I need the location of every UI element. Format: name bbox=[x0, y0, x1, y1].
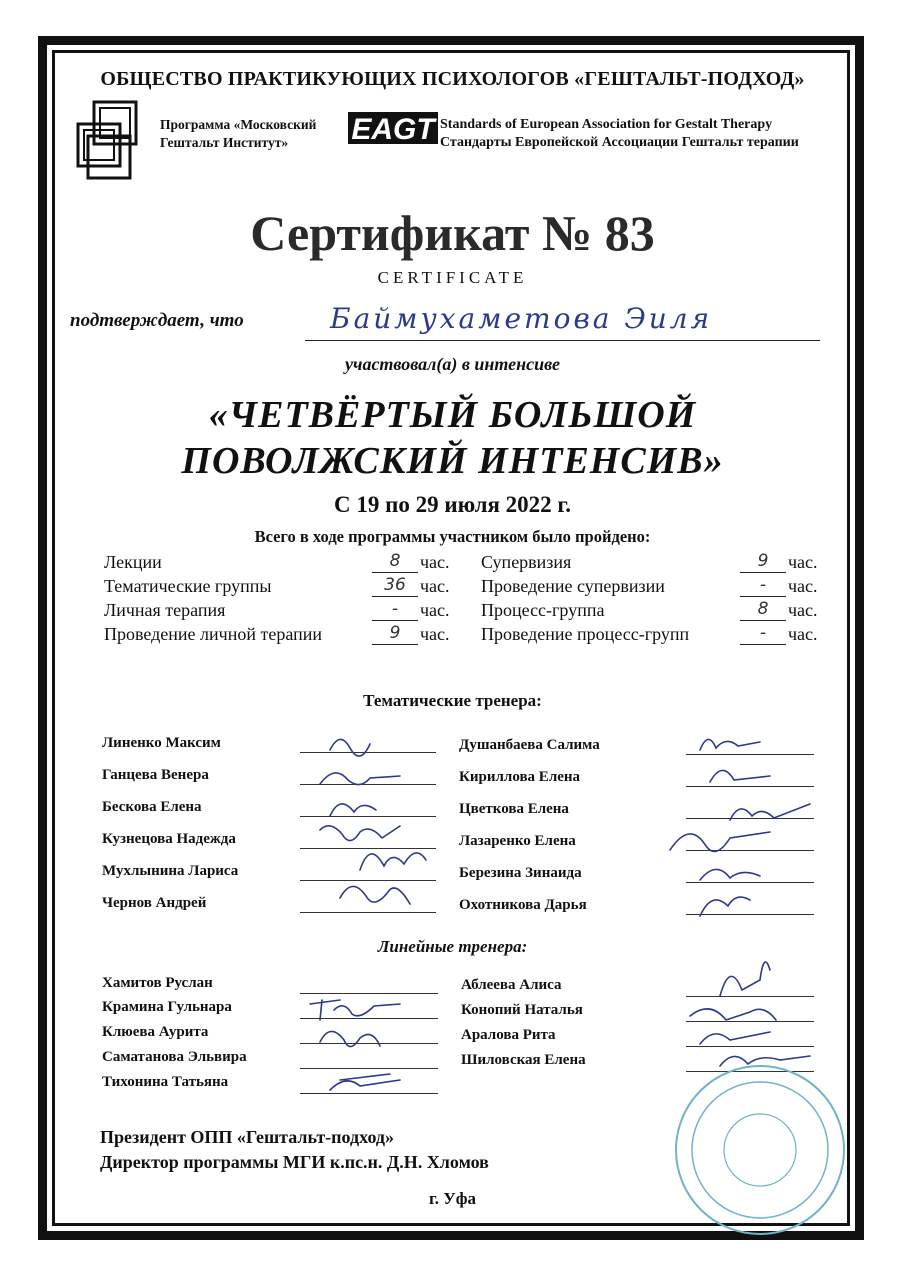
signature-mark bbox=[360, 853, 426, 870]
hours-label: Процесс-группа bbox=[481, 600, 605, 620]
trainer-name: Березина Зинаида bbox=[459, 865, 582, 881]
hours-unit: час. bbox=[420, 624, 450, 644]
director-line: Директор программы МГИ к.пс.н. Д.Н. Хломов bbox=[100, 1152, 489, 1172]
certificate-title: Сертификат № 83 bbox=[250, 205, 655, 261]
hours-label: Проведение процесс-групп bbox=[481, 624, 690, 644]
signature-mark bbox=[320, 773, 400, 785]
signature-mark bbox=[670, 832, 770, 851]
eagt-line-2: Стандарты Европейской Ассоциации Гештальт терапии bbox=[440, 135, 799, 150]
intensive-line-1: «ЧЕТВЁРТЫЙ БОЛЬШОЙ bbox=[208, 394, 697, 436]
signature-mark bbox=[320, 826, 400, 841]
trainer-name: Аралова Рита bbox=[461, 1027, 556, 1043]
signature-mark bbox=[700, 897, 750, 916]
hours-unit: час. bbox=[788, 552, 818, 572]
trainer-name: Душанбаева Салима bbox=[459, 737, 600, 753]
confirms-label: подтверждает, что bbox=[70, 310, 244, 331]
trainer-name: Мухлынина Лариса bbox=[102, 863, 239, 879]
signature-mark bbox=[720, 962, 770, 996]
trainer-name: Охотникова Дарья bbox=[459, 897, 587, 913]
city: г. Уфа bbox=[428, 1189, 477, 1208]
dates: С 19 по 29 июля 2022 г. bbox=[333, 492, 572, 517]
hours-value: 9 bbox=[372, 624, 418, 645]
trainer-name: Чернов Андрей bbox=[102, 895, 207, 911]
eagt-line-1: Standards of European Association for Gestalt Therapy bbox=[440, 117, 773, 132]
hours-value: - bbox=[740, 624, 786, 645]
hours-unit: час. bbox=[788, 600, 818, 620]
signature-mark bbox=[310, 1000, 400, 1020]
trainer-name: Аблеева Алиса bbox=[461, 977, 562, 993]
hours-value: - bbox=[372, 600, 418, 621]
linear-trainers-heading: Линейные тренера: bbox=[377, 937, 528, 956]
certificate-subtitle: CERTIFICATE bbox=[377, 268, 528, 287]
signature-mark bbox=[320, 1031, 380, 1046]
hours-label: Лекции bbox=[104, 552, 162, 572]
thematic-signatures-right bbox=[660, 720, 830, 920]
hours-unit: час. bbox=[420, 552, 450, 572]
hours-label: Проведение личной терапии bbox=[104, 624, 322, 644]
hours-value: 8 bbox=[740, 600, 786, 621]
hours-unit: час. bbox=[788, 624, 818, 644]
hours-row bbox=[0, 552, 905, 575]
hours-unit: час. bbox=[788, 576, 818, 596]
organization-stamp bbox=[670, 1060, 850, 1240]
linear-signatures-left bbox=[300, 990, 450, 1100]
hours-row bbox=[0, 600, 905, 623]
participant-name-line bbox=[305, 340, 820, 341]
hours-label: Проведение супервизии bbox=[481, 576, 665, 596]
trainer-name: Лазаренко Елена bbox=[459, 833, 576, 849]
program-line-2: Гештальт Институт» bbox=[160, 135, 289, 150]
hours-label: Супервизия bbox=[481, 552, 572, 572]
squares-logo-icon bbox=[74, 100, 144, 180]
intensive-title bbox=[0, 392, 905, 484]
hours-value: 8 bbox=[372, 552, 418, 573]
eagt-logo bbox=[346, 108, 440, 148]
participant-name: Баймухаметова Эиля bbox=[330, 302, 713, 335]
trainer-name: Хамитов Руслан bbox=[102, 975, 213, 991]
hours-label: Личная терапия bbox=[104, 600, 226, 620]
signature-mark bbox=[700, 869, 760, 880]
trainer-name: Бескова Елена bbox=[102, 799, 202, 815]
program-name bbox=[160, 116, 316, 152]
trainer-name: Тихонина Татьяна bbox=[102, 1074, 229, 1090]
participated-text: участвовал(а) в интенсиве bbox=[345, 354, 560, 374]
hours-row bbox=[0, 576, 905, 599]
signature-mark bbox=[330, 739, 370, 756]
hours-value: 9 bbox=[740, 552, 786, 573]
signature-mark bbox=[700, 739, 760, 750]
hours-label: Тематические группы bbox=[104, 576, 272, 596]
hours-unit: час. bbox=[420, 600, 450, 620]
trainer-name: Цветкова Елена bbox=[459, 801, 569, 817]
signature-mark bbox=[340, 886, 410, 904]
trainer-name: Клюева Аурита bbox=[102, 1024, 209, 1040]
hours-value: 36 bbox=[372, 576, 418, 597]
signature-mark bbox=[730, 804, 810, 820]
hours-row bbox=[0, 624, 905, 647]
organization-title: ОБЩЕСТВО ПРАКТИКУЮЩИХ ПСИХОЛОГОВ «ГЕШТАЛЬТ-ПОДХОД» bbox=[100, 68, 805, 90]
trainer-name: Кузнецова Надежда bbox=[102, 831, 236, 847]
trainer-name: Саматанова Эльвира bbox=[102, 1049, 247, 1065]
thematic-signatures-left bbox=[300, 720, 450, 920]
thematic-trainers-heading: Тематические тренера: bbox=[363, 691, 542, 710]
signature-mark bbox=[710, 770, 770, 782]
program-line-1: Программа «Московский bbox=[160, 117, 317, 132]
linear-signatures-right bbox=[680, 940, 830, 1080]
trainer-name: Линенко Максим bbox=[102, 735, 221, 751]
eagt-standards bbox=[440, 116, 799, 152]
hours-unit: час. bbox=[420, 576, 450, 596]
hours-value: - bbox=[740, 576, 786, 597]
trainer-name: Ганцева Венера bbox=[102, 767, 209, 783]
total-heading: Всего в ходе программы участником было пройдено: bbox=[254, 527, 651, 546]
trainer-name: Шиловская Елена bbox=[461, 1052, 586, 1068]
signature-mark bbox=[330, 804, 376, 816]
trainer-name: Кириллова Елена bbox=[459, 769, 581, 785]
trainer-name: Крамина Гульнара bbox=[102, 999, 232, 1015]
intensive-line-2: ПОВОЛЖСКИЙ ИНТЕНСИВ» bbox=[181, 440, 724, 482]
signature-mark bbox=[690, 1009, 776, 1020]
signature-mark bbox=[330, 1074, 400, 1090]
trainer-name: Конопий Наталья bbox=[461, 1002, 583, 1018]
eagt-logo-text: EAGT bbox=[351, 113, 435, 146]
president-line: Президент ОПП «Гештальт-подход» bbox=[100, 1127, 395, 1147]
signature-mark bbox=[700, 1032, 770, 1044]
